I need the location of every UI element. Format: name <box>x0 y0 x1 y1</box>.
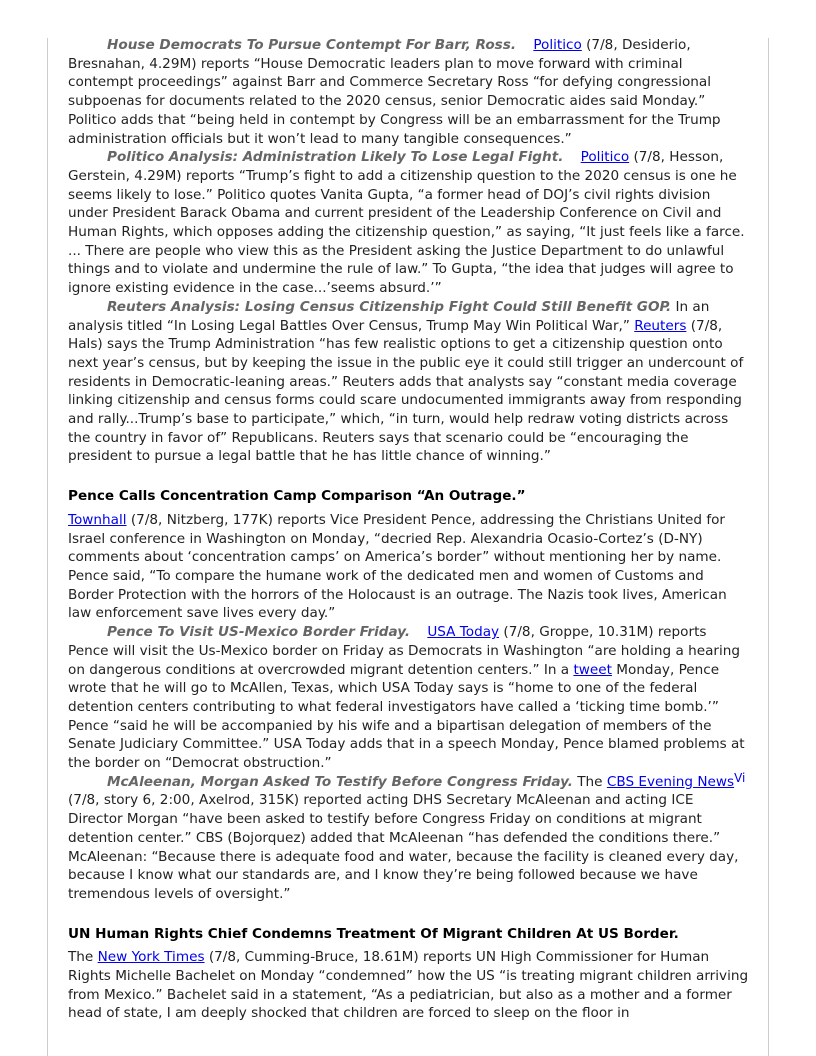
tweet-link[interactable]: tweet <box>573 661 612 678</box>
video-icon[interactable]: Vi <box>734 770 746 785</box>
story-un-rights: The New York Times (7/8, Cumming-Bruce, 18.61M) reports UN High Commissioner for Human Rights Michelle Bachelet on Monday “condemned” how the US “is treating migrant children arriving from Mexico.” Bachelet said in a statement, “As a pediatrician, but also as a mother and a former head of state, I am deeply shocked that children are forced to sleep on the floor in <box>68 949 749 1022</box>
story-mcaleenan: McAleenan, Morgan Asked To Testify Before Congress Friday. The CBS Evening News$^{Vi}$ (7/8, story 6, 2:00, Axelrod, 315K) reported acting DHS Secretary McAleenan and acting ICE Director Morgan “have been asked to testify before Congress Friday on conditions at migrant detention center.” CBS (Bojorquez) added that McAleenan “has defended the conditions there.” McAleenan: “Because there is adequate food and water, because the facility is cleaned every day, because I know what our standards are, and I know they’re being followed because we have tremendous levels of oversight.” <box>68 770 746 902</box>
politico-link-2[interactable]: Politico <box>580 149 630 166</box>
usa-today-link[interactable]: USA Today <box>427 624 500 641</box>
townhall-link[interactable]: Townhall <box>68 511 127 528</box>
section-heading: Pence Calls Concentration Camp Comparison “An Outrage.” <box>68 488 526 505</box>
story-reuters-analysis: Reuters Analysis: Losing Census Citizenship Fight Could Still Benefit GOP. In an analysis titled “In Losing Legal Battles Over Census, Trump May Win Political War,” Reuters (7/8, Hals) says the Trump Administration “has few realistic options to get a citizenship question onto next year’s census, but by keeping the issue in the public eye it could still trigger an undercount of residents in Democratic-leaning areas.” Reuters adds that analysts say “constant media coverage linking citizenship and census forms could scare undocumented immigrants away from responding and rally...Trump’s base to participate,” which, “in turn, would help redraw voting districts across the country in favor of” Republicans. Reuters says that scenario could be “encouraging the president to pursue a legal battle that he has little chance of winning.” <box>68 298 744 465</box>
story-pence-outrage: Townhall (7/8, Nitzberg, 177K) reports Vice President Pence, addressing the Christians United for Israel conference in Washington on Monday, “decried Rep. Alexandria Ocasio-Cortez’s (D-NY) comments about ‘concentration camps’ on America’s border” without mentioning her by name. Pence said, “To compare the humane work of the dedicated men and women of Customs and Border Protection with the horrors of the Holocaust is an outrage. The Nazis took lives, American law enforcement save lives every day.” <box>68 511 727 622</box>
story-politico-analysis: Politico Analysis: Administration Likely To Lose Legal Fight. Politico (7/8, Hesson, Gerstein, 4.29M) reports “Trump’s fight to add a citizenship question to the 2020 census is one he seems likely to lose.” Politico quotes Vanita Gupta, “a former head of DOJ’s civil rights division under President Barack Obama and current president of the Leadership Conference on Civil and Human Rights, which opposes adding the citizenship question,” as saying, “It just feels like a farce. ... There are people who view this as the President asking the Justice Department to do unlawful things and to violate and undermine the rule of law.” To Gupta, “the idea that judges will agree to ignore existing evidence in the case...’seems absurd.’” <box>68 149 745 297</box>
section-heading: UN Human Rights Chief Condemns Treatment Of Migrant Children At US Border. <box>68 925 679 942</box>
right-margin-rule <box>768 38 769 1056</box>
left-margin-rule <box>47 38 48 1056</box>
nyt-link[interactable]: New York Times <box>97 949 205 966</box>
cbs-link[interactable]: CBS Evening News <box>606 773 735 790</box>
story-pence-border: Pence To Visit US-Mexico Border Friday. USA Today (7/8, Groppe, 10.31M) reports Pence will visit the Us-Mexico border on Friday as Democrats in Washington “are holding a hearing on dangerous conditions at overcrowded migrant detention centers.” In a tweet Monday, Pence wrote that he will go to McAllen, Texas, which USA Today says is “home to one of the federal detention centers contributing to what federal investigators have called a ‘ticking time bomb.’” Pence “said he will be accompanied by his wife and a bipartisan delegation of members of the Senate Judiciary Committee.” USA Today adds that in a speech Monday, Pence blamed problems at the border on “Democrat obstruction.” <box>68 624 745 772</box>
reuters-link[interactable]: Reuters <box>634 317 687 334</box>
story-contempt: House Democrats To Pursue Contempt For Barr, Ross. Politico (7/8, Desiderio, Bresnahan, 4.29M) reports “House Democratic leaders plan to move forward with criminal contempt proceedings” against Barr and Commerce Secretary Ross “for defying congressional subpoenas for documents related to the 2020 census, senior Democratic aides said Monday.” Politico adds that “being held in contempt by Congress will be an embarrassment for the Trump administration officials but it won’t lead to many tangible consequences.” <box>68 37 721 147</box>
politico-link[interactable]: Politico <box>533 37 582 53</box>
newsletter-body <box>68 36 750 1023</box>
